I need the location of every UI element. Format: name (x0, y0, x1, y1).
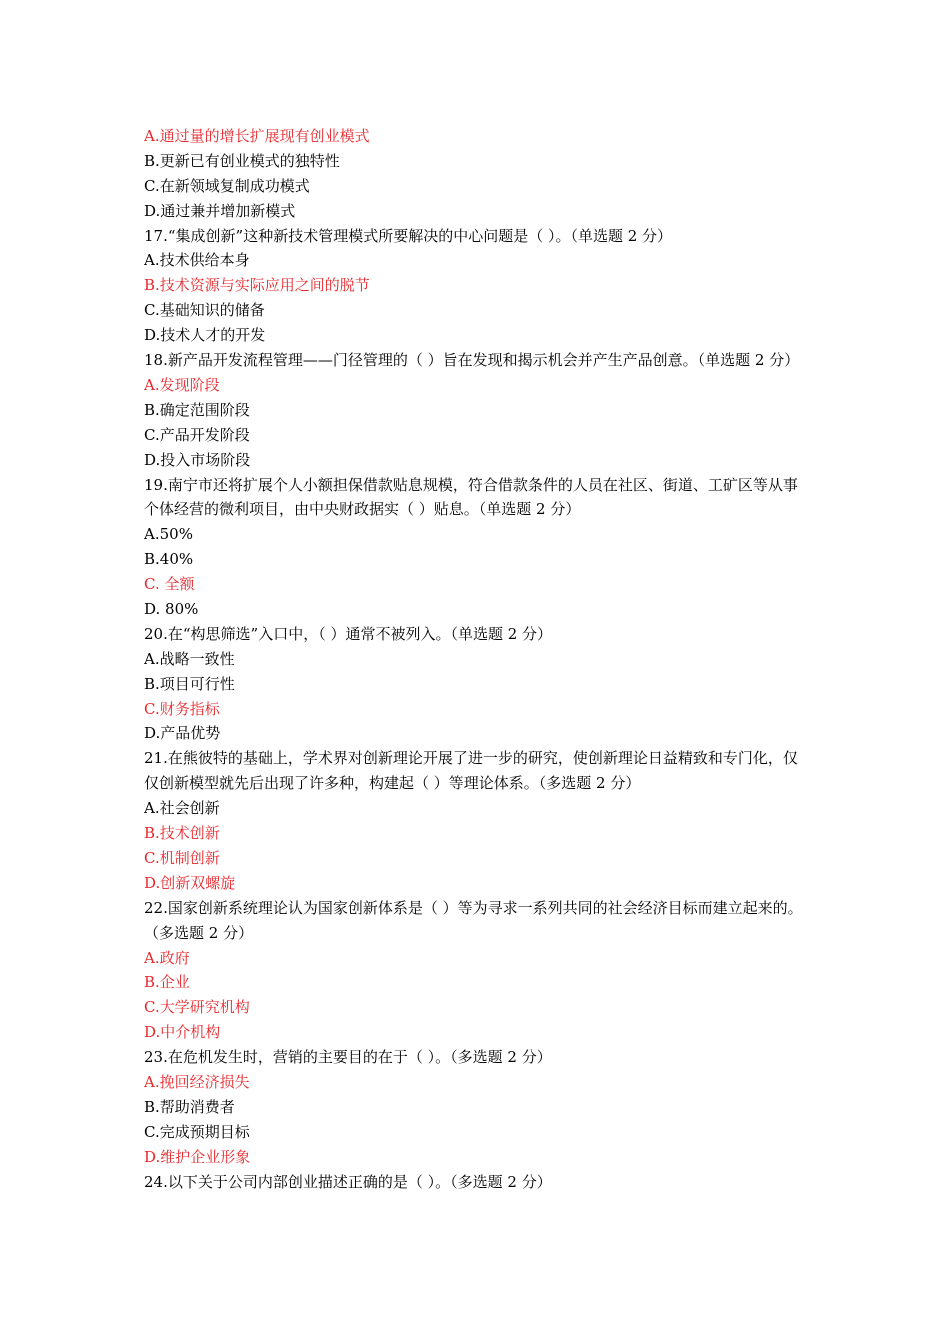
option-text: B.确定范围阶段 (144, 400, 250, 419)
question-text: 20.在“构思筛选”入口中，（ ）通常不被列入。（单选题 2 分） (144, 624, 553, 643)
answer-option: C. 全额 (144, 575, 195, 594)
document-page (144, 124, 809, 1194)
option-text: B.项目可行性 (144, 674, 235, 693)
question-text: 23.在危机发生时，营销的主要目的在于（ ）。（多选题 2 分） (144, 1048, 552, 1067)
answer-option: B.企业 (144, 973, 190, 992)
question-text: 24.以下关于公司内部创业描述正确的是（ ）。（多选题 2 分） (144, 1172, 552, 1191)
option-text: C.基础知识的储备 (144, 301, 265, 320)
answer-option: D.维护企业形象 (144, 1147, 251, 1166)
answer-option: A.政府 (144, 948, 190, 967)
answer-option: D.中介机构 (144, 1023, 221, 1042)
option-text: B.更新已有创业模式的独特性 (144, 151, 340, 170)
answer-option: B.技术资源与实际应用之间的脱节 (144, 276, 370, 295)
option-text: A.技术供给本身 (144, 251, 250, 270)
option-text: A.50% (144, 525, 193, 544)
option-text: C.在新领域复制成功模式 (144, 176, 310, 195)
option-text: D. 80% (144, 599, 199, 618)
option-text: C.产品开发阶段 (144, 425, 250, 444)
answer-option: A.通过量的增长扩展现有创业模式 (144, 127, 370, 145)
option-text: D.技术人才的开发 (144, 326, 266, 345)
answer-option: C.财务指标 (144, 699, 220, 718)
option-text: C.完成预期目标 (144, 1122, 250, 1141)
option-text: A.战略一致性 (144, 649, 235, 668)
answer-option: B.技术创新 (144, 824, 220, 843)
answer-option: C.大学研究机构 (144, 998, 250, 1017)
option-text: D.投入市场阶段 (144, 450, 251, 469)
option-text: A.社会创新 (144, 799, 220, 818)
question-text: 18.新产品开发流程管理——门径管理的（ ）旨在发现和揭示机会并产生产品创意。（单选题 2 分） (144, 351, 800, 370)
answer-option: D.创新双螺旋 (144, 873, 236, 892)
answer-option: A.发现阶段 (144, 375, 220, 394)
option-text: B.40% (144, 550, 194, 569)
question-text: 21.在熊彼特的基础上，学术界对创新理论开展了进一步的研究，使创新理论日益精致和专门化，仅仅创新模型就先后出现了许多种，构建起（ ）等理论体系。（多选题 2 分） (144, 749, 798, 793)
answer-option: C.机制创新 (144, 848, 220, 867)
answer-option: A.挽回经济损失 (144, 1073, 250, 1091)
question-text: 19.南宁市还将扩展个人小额担保借款贴息规模，符合借款条件的人员在社区、街道、工矿区等从事个体经营的微利项目，由中央财政据实（ ）贴息。（单选题 2 分） (144, 475, 798, 519)
question-text: 17.“集成创新”这种新技术管理模式所要解决的中心问题是（ ）。（单选题 2 分） (144, 226, 673, 245)
option-text: B.帮助消费者 (144, 1097, 235, 1116)
question-text: 22.国家创新系统理论认为国家创新体系是（ ）等为寻求一系列共同的社会经济目标而建立起来的。（多选题 2 分） (144, 898, 803, 942)
option-text: D.产品优势 (144, 724, 221, 743)
option-text: D.通过兼并增加新模式 (144, 201, 296, 220)
